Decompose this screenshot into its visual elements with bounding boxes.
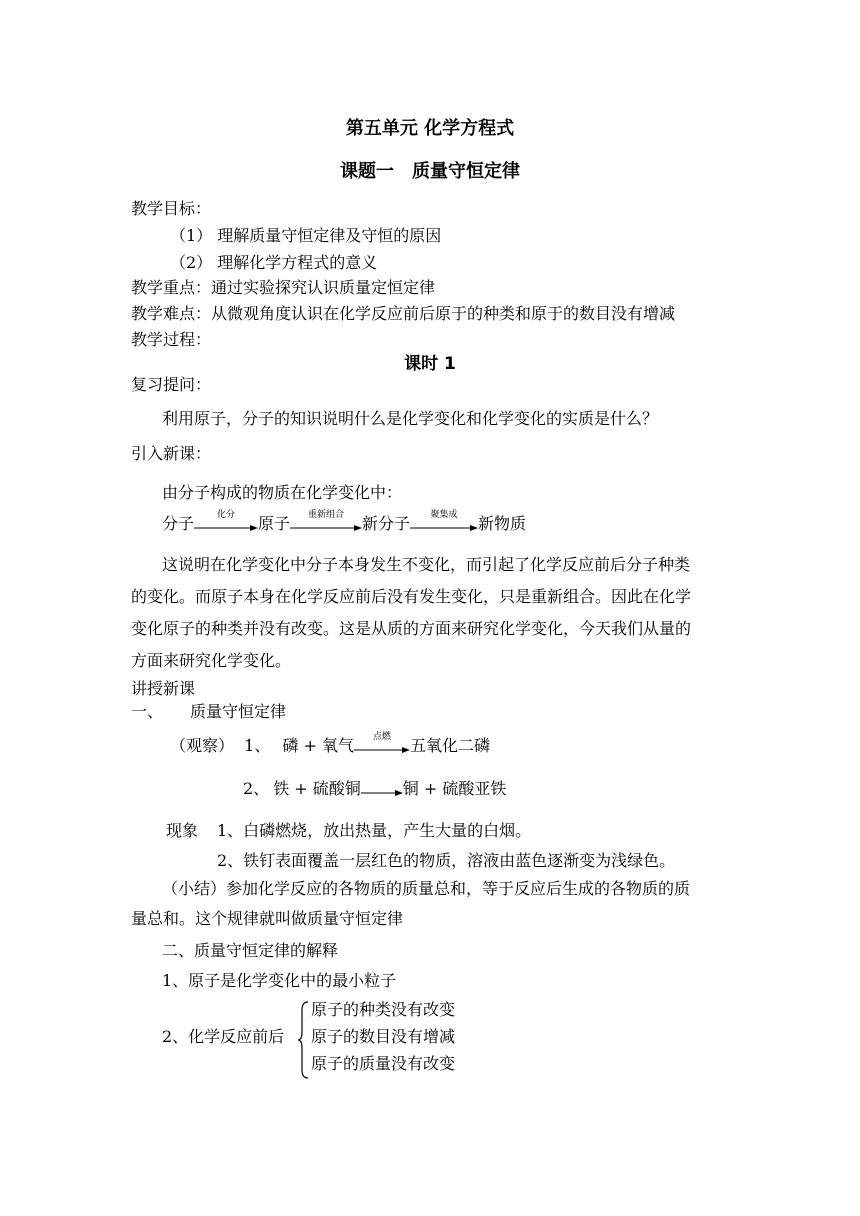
process-label: 教学过程：: [131, 330, 212, 349]
goal-item-1: （1） 理解质量守恒定律及守恒的原因: [170, 226, 442, 245]
paragraph-line-4: 方面来研究化学变化。: [131, 651, 292, 670]
reaction-1-product: 五氧化二磷: [409, 736, 490, 755]
brace-item-3: 原子的质量没有改变: [311, 1054, 456, 1073]
brace-item-2: 原子的数目没有增减: [311, 1027, 456, 1046]
section-1-number: 一、: [131, 702, 164, 721]
arrow-icon: [290, 524, 362, 532]
goal-item-2: （2） 理解化学方程式的意义: [170, 253, 378, 272]
chain-molecule: 分子: [162, 514, 195, 533]
arrow-label-decompose: 化分: [217, 510, 236, 520]
chain-atom: 原子: [258, 514, 291, 533]
phenomenon-1: 1、白磷燃烧，放出热量，产生大量的白烟。: [217, 821, 532, 840]
arrow-icon: [354, 746, 410, 754]
intro-sentence: 由分子构成的物质在化学变化中：: [162, 483, 403, 502]
reaction-chain: [162, 510, 527, 533]
difficulty: 教学难点：从微观角度认识在化学反应前后原于的种类和原于的数目没有增减: [131, 304, 676, 323]
arrow-recombine: [290, 510, 362, 532]
arrow-label-ignite: 点燃: [372, 732, 391, 742]
arrow-aggregate: [410, 510, 478, 532]
arrow-icon: [361, 789, 403, 797]
key-point: 教学重点：通过实验探究认识质量定恒定律: [131, 278, 436, 297]
arrow-icon: [410, 524, 478, 532]
reaction-1: [170, 732, 490, 755]
reaction-2: [243, 781, 506, 797]
new-lesson-label: 讲授新课: [131, 679, 196, 698]
summary-line-1: （小结）参加化学反应的各物质的质量总和，等于反应后生成的各物质的质: [162, 879, 691, 898]
chain-new-substance: 新物质: [478, 514, 527, 533]
intro-label: 引入新课：: [131, 444, 212, 463]
arrow-icon: [194, 524, 258, 532]
period-title: 课时 1: [404, 354, 456, 374]
paragraph-line-1: 这说明在化学变化中分子本身发生不变化，而引起了化学反应前后分子种类: [162, 555, 691, 574]
section-1-title: 质量守恒定律: [190, 702, 287, 721]
reaction-2-reactants: 铁 + 硫酸铜: [273, 779, 361, 798]
review-label: 复习提问：: [131, 375, 212, 394]
reaction-2-products: 铜 + 硫酸亚铁: [402, 779, 507, 798]
observe-prefix: （观察） 1、: [170, 736, 271, 755]
phenomenon-2: 2、铁钉表面覆盖一层红色的物质，溶液由蓝色逐渐变为浅绿色。: [217, 851, 676, 870]
arrow-label-aggregate: 聚集成: [430, 510, 458, 520]
reaction-2-number: 2、: [243, 779, 270, 798]
arrow-ignite: [354, 732, 410, 754]
section-2-item-2-label: 2、化学反应前后: [162, 1027, 285, 1046]
section-2-item-1: 1、原子是化学变化中的最小粒子: [162, 971, 397, 990]
phenomena-label: 现象: [166, 821, 199, 840]
summary-line-2: 量总和。这个规律就叫做质量守恒定律: [131, 909, 404, 928]
arrow-label-recombine: 重新组合: [308, 510, 345, 520]
arrow-decompose: [194, 510, 258, 532]
review-question: 利用原子，分子的知识说明什么是化学变化和化学变化的实质是什么？: [162, 409, 659, 428]
brace-item-1: 原子的种类没有改变: [311, 1000, 456, 1019]
curly-brace-icon: [298, 1000, 310, 1080]
section-2-title: 二、质量守恒定律的解释: [162, 941, 339, 960]
unit-title: 第五单元 化学方程式: [345, 118, 515, 139]
goals-label: 教学目标：: [131, 199, 212, 218]
lesson-title: 课题一 质量守恒定律: [340, 161, 520, 182]
arrow-reaction-2: [361, 781, 403, 797]
paragraph-line-3: 变化原子的种类并没有改变。这是从质的方面来研究化学变化，今天我们从量的: [131, 619, 692, 638]
reaction-1-reactants: 磷 + 氧气: [282, 736, 354, 755]
chain-new-molecule: 新分子: [362, 514, 411, 533]
paragraph-line-2: 的变化。而原子本身在化学反应前后没有发生变化，只是重新组合。因此在化学: [131, 587, 692, 606]
